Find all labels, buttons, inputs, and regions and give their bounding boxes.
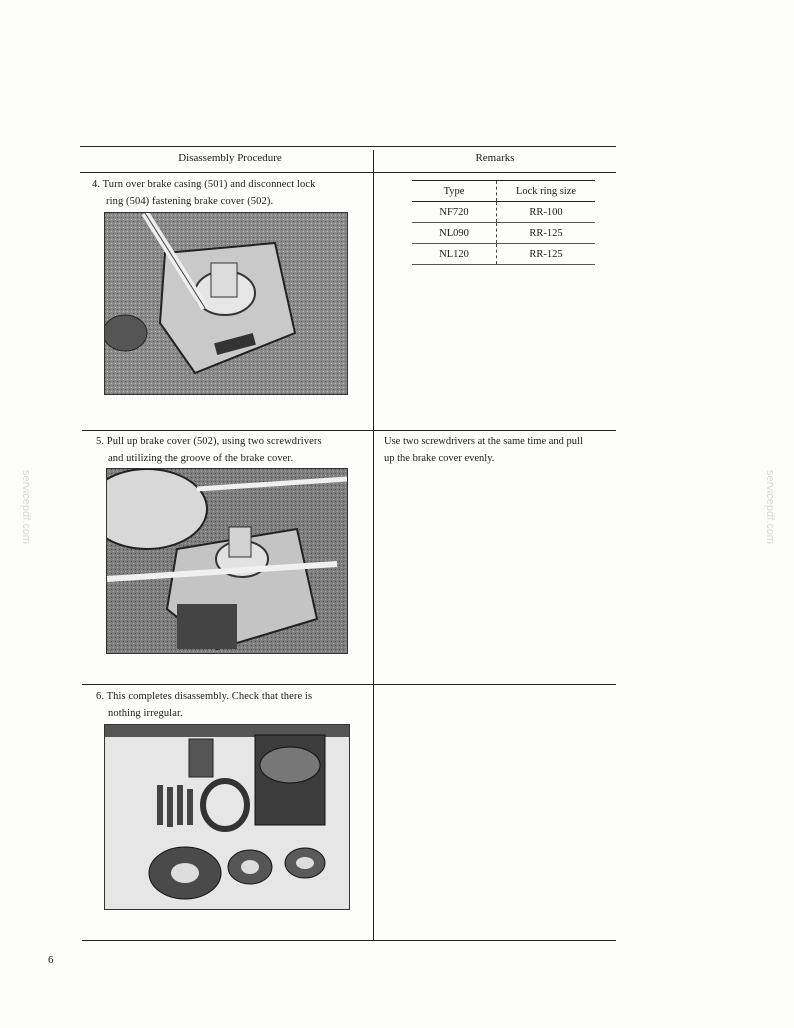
table-top-rule (80, 146, 616, 147)
step-5-line-2: and utilizing the groove of the brake cover. (108, 453, 294, 464)
step-4-line-1: 4. Turn over brake casing (501) and disconnect lock (92, 179, 316, 190)
step-5-text (96, 433, 366, 467)
table-row (412, 202, 595, 223)
procedure-column-header: Disassembly Procedure (178, 152, 282, 164)
lock-ring-table (412, 180, 595, 265)
lock-ring-size: RR-125 (497, 223, 596, 244)
table-row (412, 223, 595, 244)
step-5-line-1: 5. Pull up brake cover (502), using two screwdrivers (96, 436, 322, 447)
table-header-rule (80, 172, 616, 173)
step-4-text (92, 176, 362, 210)
watermark-right: servicepdf.com (764, 470, 776, 544)
column-divider (373, 150, 374, 940)
lock-ring-type: NL090 (412, 223, 497, 244)
row-divider-2 (82, 684, 616, 685)
step-5-remark-line-1: Use two screwdrivers at the same time and pull (384, 436, 583, 447)
lock-ring-size: RR-100 (497, 202, 596, 223)
step-4-photo (104, 212, 348, 395)
row-divider-1 (82, 430, 616, 431)
lock-ring-header-type: Type (412, 181, 497, 202)
step-6-line-1: 6. This completes disassembly. Check that there is (96, 691, 313, 702)
step-6-line-2: nothing irregular. (108, 708, 183, 719)
step-5-photo (106, 468, 348, 654)
lock-ring-header-size: Lock ring size (497, 181, 596, 202)
lock-ring-type: NF720 (412, 202, 497, 223)
step-6-text (96, 688, 366, 722)
step-5-remark-line-2: up the brake cover evenly. (384, 453, 495, 464)
lock-ring-size: RR-125 (497, 244, 596, 265)
remarks-column-header: Remarks (475, 152, 515, 164)
step-5-remark (384, 433, 612, 467)
step-6-photo (104, 724, 350, 910)
table-bottom-rule (82, 940, 616, 941)
lock-ring-type: NL120 (412, 244, 497, 265)
step-4-line-2: ring (504) fastening brake cover (502). (106, 196, 274, 207)
page-number: 6 (48, 954, 54, 966)
watermark-left: servicepdf.com (20, 470, 32, 544)
lock-ring-table-header (412, 181, 595, 202)
table-row (412, 244, 595, 265)
